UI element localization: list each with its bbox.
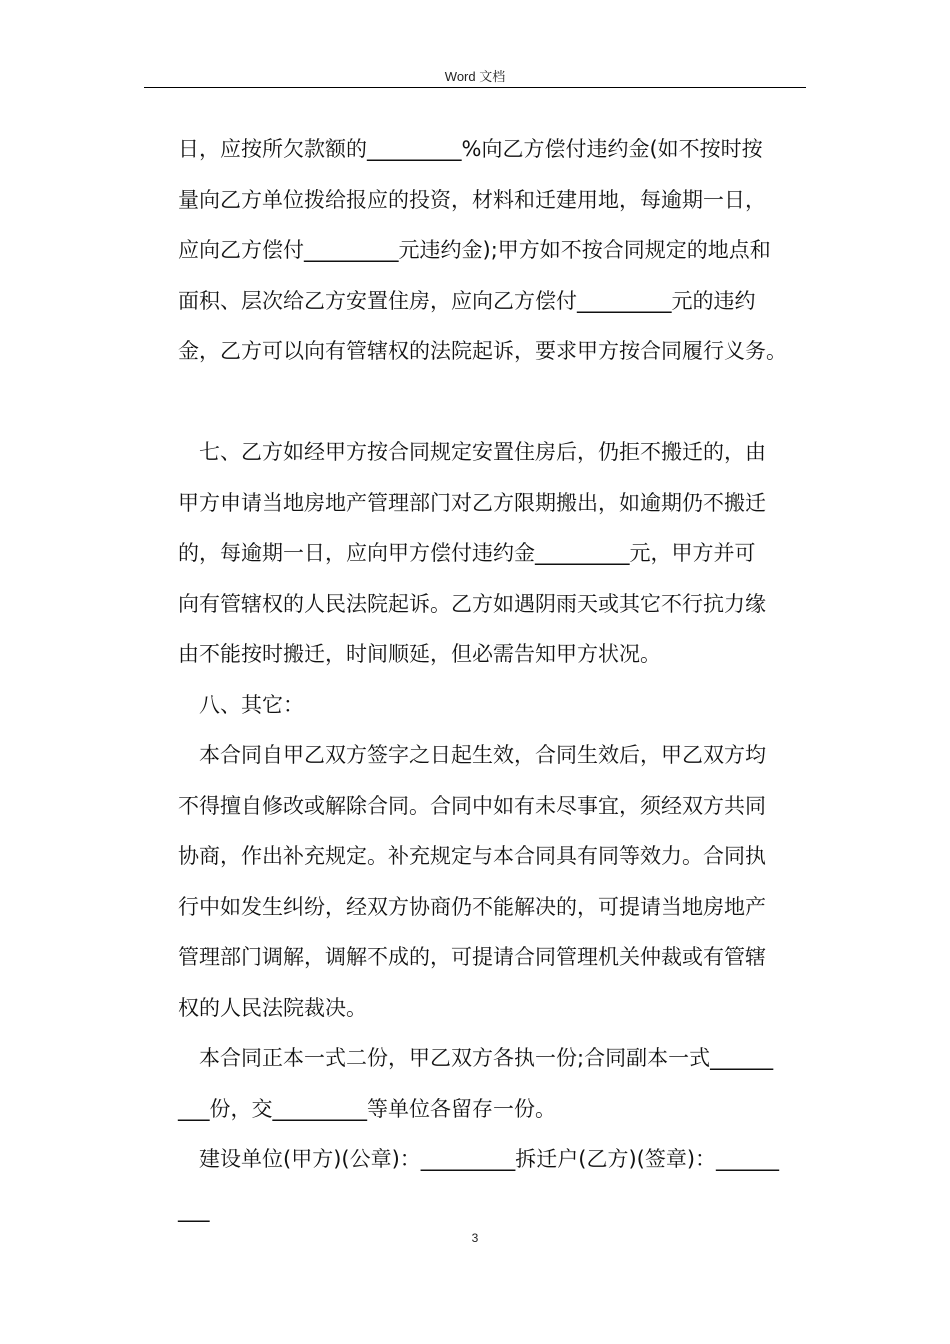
- text-line: 的，每逾期一日，应向甲方偿付违约金_________元，甲方并可: [178, 541, 756, 565]
- text-line: 面积、层次给乙方安置住房，应向乙方偿付_________元的违约: [178, 288, 756, 313]
- text-line: 协商，作出补充规定。补充规定与本合同具有同等效力。合同执: [178, 844, 766, 868]
- text-line: 七、乙方如经甲方按合同规定安置住房后，仍拒不搬迁的，由: [178, 440, 766, 464]
- text-line: 由不能按时搬迁，时间顺延，但必需告知甲方状况。: [178, 642, 661, 666]
- text-line: 八、其它：: [178, 692, 304, 717]
- text-line: 量向乙方单位拨给报应的投资，材料和迁建用地，每逾期一日，: [178, 187, 766, 212]
- paragraph-gap: [178, 377, 818, 428]
- document-header-label: Word 文档: [444, 69, 506, 84]
- text-line: 本合同正本一式二份，甲乙双方各执一份;合同副本一式______: [178, 1046, 774, 1070]
- text-line: 金，乙方可以向有管辖权的法院起诉，要求甲方按合同履行义务。: [178, 339, 787, 363]
- text-line: 应向乙方偿付_________元违约金);甲方如不按合同规定的地点和: [178, 238, 771, 262]
- text-line: 日，应按所欠款额的_________%向乙方偿付违约金(如不按时按: [178, 137, 763, 161]
- text-line: 建设单位(甲方)(公章)：_________拆迁户(乙方)(签章)：______: [178, 1147, 780, 1171]
- text-line: 本合同自甲乙双方签字之日起生效，合同生效后，甲乙双方均: [178, 743, 766, 767]
- text-line: 甲方申请当地房地产管理部门对乙方限期搬出，如逾期仍不搬迁: [178, 490, 766, 515]
- text-line: 向有管辖权的人民法院起诉。乙方如遇阴雨天或其它不行抗力缘: [178, 591, 766, 616]
- text-line: 管理部门调解，调解不成的，可提请合同管理机关仲裁或有管辖: [178, 945, 766, 969]
- text-line: ___: [178, 1197, 210, 1222]
- header-divider: [144, 87, 806, 88]
- document-body: [178, 124, 818, 1235]
- text-line: 权的人民法院裁决。: [178, 995, 367, 1020]
- page-number: 3: [471, 1231, 479, 1245]
- text-line: 不得擅自修改或解除合同。合同中如有未尽事宜，须经双方共同: [178, 793, 766, 818]
- text-line: ___份，交_________等单位各留存一份。: [178, 1096, 556, 1121]
- text-line: 行中如发生纠纷，经双方协商仍不能解决的，可提请当地房地产: [178, 894, 766, 919]
